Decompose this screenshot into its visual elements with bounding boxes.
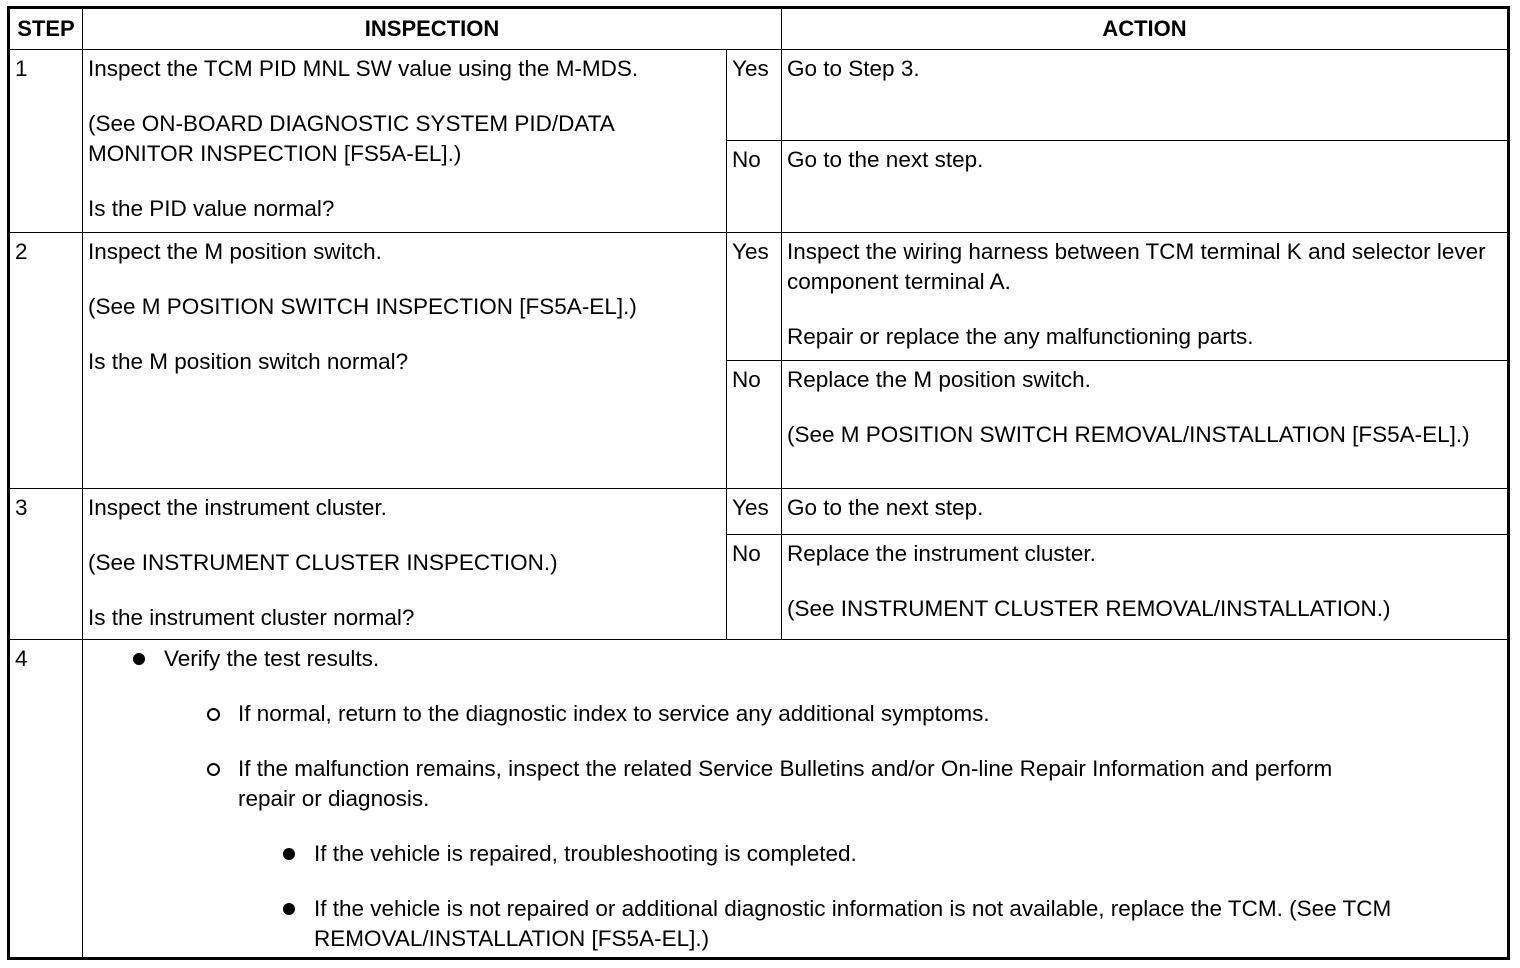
step-number: 4 bbox=[9, 640, 83, 959]
step-4-row bbox=[9, 640, 1509, 959]
step-number: 2 bbox=[9, 233, 83, 489]
inspection-reference: (See M POSITION SWITCH INSPECTION [FS5A-EL].) bbox=[88, 294, 637, 319]
action-text: Go to Step 3. bbox=[787, 56, 920, 81]
step-inspection bbox=[83, 489, 727, 640]
header-row bbox=[9, 8, 1509, 50]
action-text: Replace the instrument cluster. bbox=[787, 541, 1096, 566]
action-text: Go to the next step. bbox=[787, 495, 984, 520]
step-1-yes-row bbox=[9, 50, 1509, 141]
yes-label: Yes bbox=[727, 50, 782, 141]
step-inspection bbox=[83, 233, 727, 489]
hollow-bullet-icon bbox=[207, 763, 220, 776]
step-4-content bbox=[83, 640, 1509, 959]
bullet-text: Verify the test results. bbox=[164, 646, 380, 671]
sub-sub-bullet-item bbox=[314, 894, 1404, 954]
action-text: Repair or replace the any malfunctioning parts. bbox=[787, 324, 1254, 349]
action-text: Go to the next step. bbox=[787, 147, 984, 172]
yes-action bbox=[782, 233, 1509, 361]
header-action: ACTION bbox=[782, 8, 1509, 50]
bullet-dot-icon bbox=[283, 903, 295, 915]
step-number: 1 bbox=[9, 50, 83, 233]
inspection-text: Inspect the M position switch. bbox=[88, 239, 382, 264]
sub-bullet-item bbox=[238, 699, 1502, 729]
inspection-reference: (See ON-BOARD DIAGNOSTIC SYSTEM PID/DATA MONITOR INSPECTION [FS5A-EL].) bbox=[88, 111, 614, 166]
step-number: 3 bbox=[9, 489, 83, 640]
yes-action bbox=[782, 50, 1509, 141]
no-label: No bbox=[727, 361, 782, 489]
bullet-text: If the vehicle is repaired, troubleshooting is completed. bbox=[314, 841, 857, 866]
action-reference: (See M POSITION SWITCH REMOVAL/INSTALLATION [FS5A-EL].) bbox=[787, 422, 1470, 447]
sub-bullet-item bbox=[238, 754, 1378, 814]
inspection-reference: (See INSTRUMENT CLUSTER INSPECTION.) bbox=[88, 550, 558, 575]
diagnostic-table bbox=[7, 6, 1510, 960]
bullet-text: If the vehicle is not repaired or additional diagnostic information is not available, replace the TCM. (See TCM REMOVAL/INSTALLATION [FS5A-EL].) bbox=[314, 896, 1392, 951]
inspection-question: Is the instrument cluster normal? bbox=[88, 605, 415, 630]
no-action bbox=[782, 361, 1509, 489]
inspection-question: Is the PID value normal? bbox=[88, 196, 335, 221]
action-text: Replace the M position switch. bbox=[787, 367, 1091, 392]
bullet-text: If the malfunction remains, inspect the related Service Bulletins and/or On-line Repair Information and perform repair or diagnosis. bbox=[238, 756, 1333, 811]
step-3-yes-row bbox=[9, 489, 1509, 535]
inspection-text: Inspect the TCM PID MNL SW value using the M-MDS. bbox=[88, 56, 639, 81]
yes-label: Yes bbox=[727, 233, 782, 361]
no-label: No bbox=[727, 141, 782, 233]
yes-action bbox=[782, 489, 1509, 535]
bullet-dot-icon bbox=[133, 653, 145, 665]
hollow-bullet-icon bbox=[207, 708, 220, 721]
no-action bbox=[782, 535, 1509, 640]
header-inspection: INSPECTION bbox=[83, 8, 782, 50]
no-action bbox=[782, 141, 1509, 233]
sub-sub-bullet-item bbox=[314, 839, 1502, 869]
bullet-item bbox=[164, 644, 1502, 674]
bullet-text: If normal, return to the diagnostic index to service any additional symptoms. bbox=[238, 701, 990, 726]
step-2-yes-row bbox=[9, 233, 1509, 361]
no-label: No bbox=[727, 535, 782, 640]
header-step: STEP bbox=[9, 8, 83, 50]
bullet-dot-icon bbox=[283, 848, 295, 860]
action-text: Inspect the wiring harness between TCM terminal K and selector lever component terminal A. bbox=[787, 239, 1486, 294]
yes-label: Yes bbox=[727, 489, 782, 535]
action-reference: (See INSTRUMENT CLUSTER REMOVAL/INSTALLATION.) bbox=[787, 596, 1391, 621]
inspection-question: Is the M position switch normal? bbox=[88, 349, 409, 374]
step-inspection bbox=[83, 50, 727, 233]
inspection-text: Inspect the instrument cluster. bbox=[88, 495, 387, 520]
